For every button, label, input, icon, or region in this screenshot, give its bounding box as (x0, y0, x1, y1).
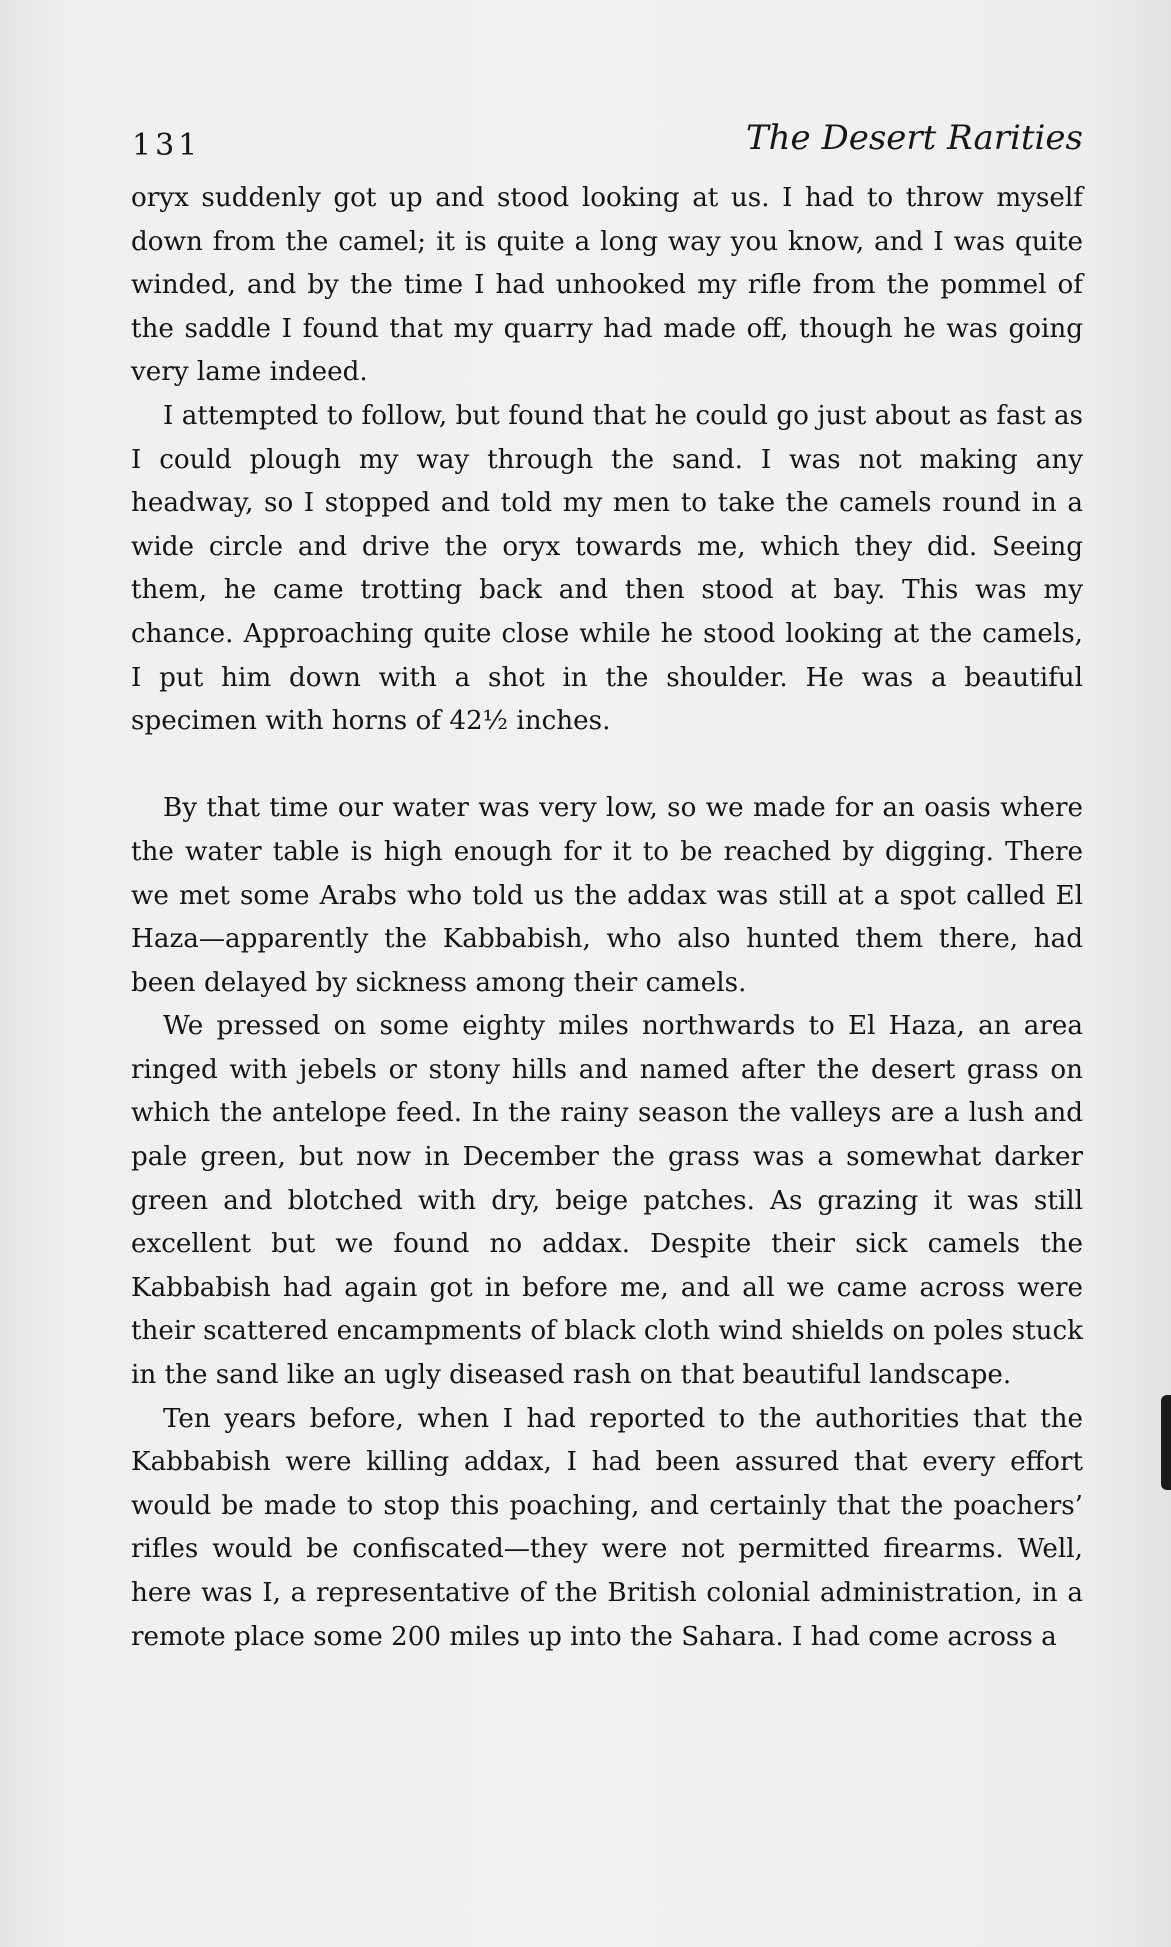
paragraph: I attempted to follow, but found that he could go just about as fast as I could plough my way through the sand. I was not making any headway, so I stopped and told my men to take the camels round in a wide circle and drive the oryx towards me, which they did. Seeing them, he came trotting back and then stood at bay. This was my chance. Approaching quite close while he stood looking at the camels, I put him down with a shot in the shoulder. He was a beautiful specimen with horns of 42½ inches. (131, 400, 1083, 737)
page-number: 131 (132, 128, 202, 163)
paragraph: Ten years before, when I had reported to the authorities that the Kabbabish were killing addax, I had been assured that every effort would be made to stop this poaching, and certainly that the poachers’ rifles would be confiscated—they were not permitted firearms. Well, here was I, a representative of the British colonial administration, in a remote place some 200 miles up into the Sahara. I had come across a (131, 1403, 1083, 1652)
running-head: The Desert Rarities (745, 118, 1083, 158)
paragraph: oryx suddenly got up and stood looking at us. I had to throw myself down from the camel; it is quite a long way you know, and I was quite winded, and by the time I had unhooked my rifle from the pommel of the saddle I found that my quarry had made off, though he was going very lame indeed. (131, 183, 1083, 388)
page-edge-shadow (1161, 1395, 1171, 1490)
paragraph: By that time our water was very low, so we made for an oasis where the water table is high enough for it to be reached by digging. There we met some Arabs who told us the addax was still at a spot called El Haza—apparently the Kabbabish, who also hunted them there, had been delayed by sickness among their camels. (131, 793, 1083, 998)
paragraph: We pressed on some eighty miles northwards to El Haza, an area ringed with jebels or stony hills and named after the desert grass on which the antelope feed. In the rainy season the valleys are a lush and pale green, but now in December the grass was a somewhat darker green and blotched with dry, beige patches. As grazing it was still excellent but we found no addax. Despite their sick camels the Kabbabish had again got in before me, and all we came across were their scattered encampments of black cloth wind shields on poles stuck in the sand like an ugly diseased rash on that beautiful landscape. (131, 1011, 1083, 1391)
body-text (131, 177, 1083, 1659)
page-header (132, 118, 1083, 166)
